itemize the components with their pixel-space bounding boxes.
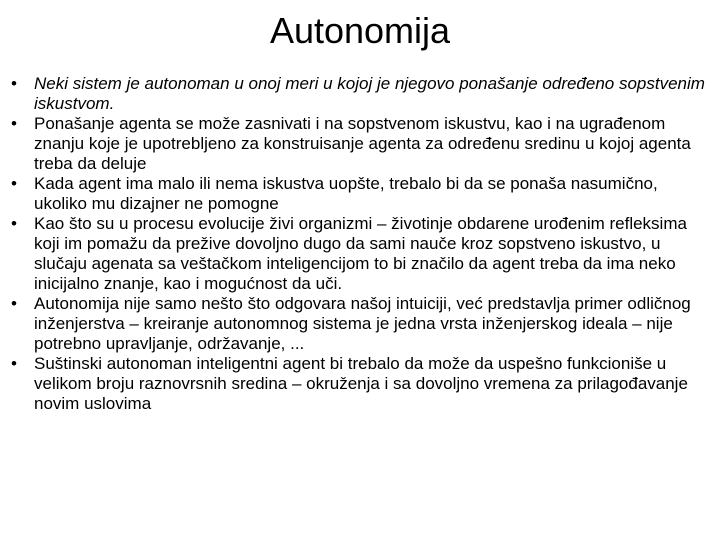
bullet-dot-icon: • bbox=[11, 114, 17, 133]
bullet-item bbox=[8, 214, 714, 294]
bullet-dot-icon: • bbox=[11, 174, 17, 193]
bullet-text: Suštinski autonoman inteligentni agent bi trebalo da može da uspešno funkcioniše u velikom broju raznovrsnih sredina – okruženja i sa dovoljno vremena za prilagođavanje novim uslovima bbox=[34, 354, 688, 413]
bullet-dot-icon: • bbox=[11, 354, 17, 373]
bullet-dot-icon: • bbox=[11, 214, 17, 233]
bullet-text: Neki sistem je autonoman u onoj meri u kojoj je njegovo ponašanje određeno sopstvenim iskustvom. bbox=[34, 74, 705, 113]
bullet-item bbox=[8, 174, 714, 214]
bullet-text: Kao što su u procesu evolucije živi organizmi – životinje obdarene urođenim refleksima koji im pomažu da prežive dovoljno dugo da sami nauče kroz sopstveno iskustvo, u slučaju agenata sa veštačkom inteligencijom to bi značilo da agent treba da ima neko inicijalno znanje, kao i mogućnost da uči. bbox=[34, 214, 687, 293]
bullet-dot-icon: • bbox=[11, 294, 17, 313]
bullet-item bbox=[8, 74, 714, 114]
bullet-text: Autonomija nije samo nešto što odgovara našoj intuiciji, već predstavlja primer odličnog inženjerstva – kreiranje autonomnog sistema je jedna vrsta inženjerskog ideala – nije potrebno upravljanje, održavanje, ... bbox=[34, 294, 691, 353]
bullet-item bbox=[8, 114, 714, 174]
bullet-text: Ponašanje agenta se može zasnivati i na sopstvenom iskustvu, kao i na ugrađenom znanju koje je upotrebljeno za konstruisanje agenta za određenu sredinu u kojoj agenta treba da deluje bbox=[34, 114, 691, 173]
bullet-item bbox=[8, 294, 714, 354]
bullet-text: Kada agent ima malo ili nema iskustva uopšte, trebalo bi da se ponaša nasumično, ukoliko mu dizajner ne pomogne bbox=[34, 174, 658, 213]
slide-title: Autonomija bbox=[269, 10, 451, 51]
bullet-item bbox=[8, 354, 714, 414]
bullet-list bbox=[8, 74, 714, 414]
bullet-dot-icon: • bbox=[11, 74, 17, 93]
